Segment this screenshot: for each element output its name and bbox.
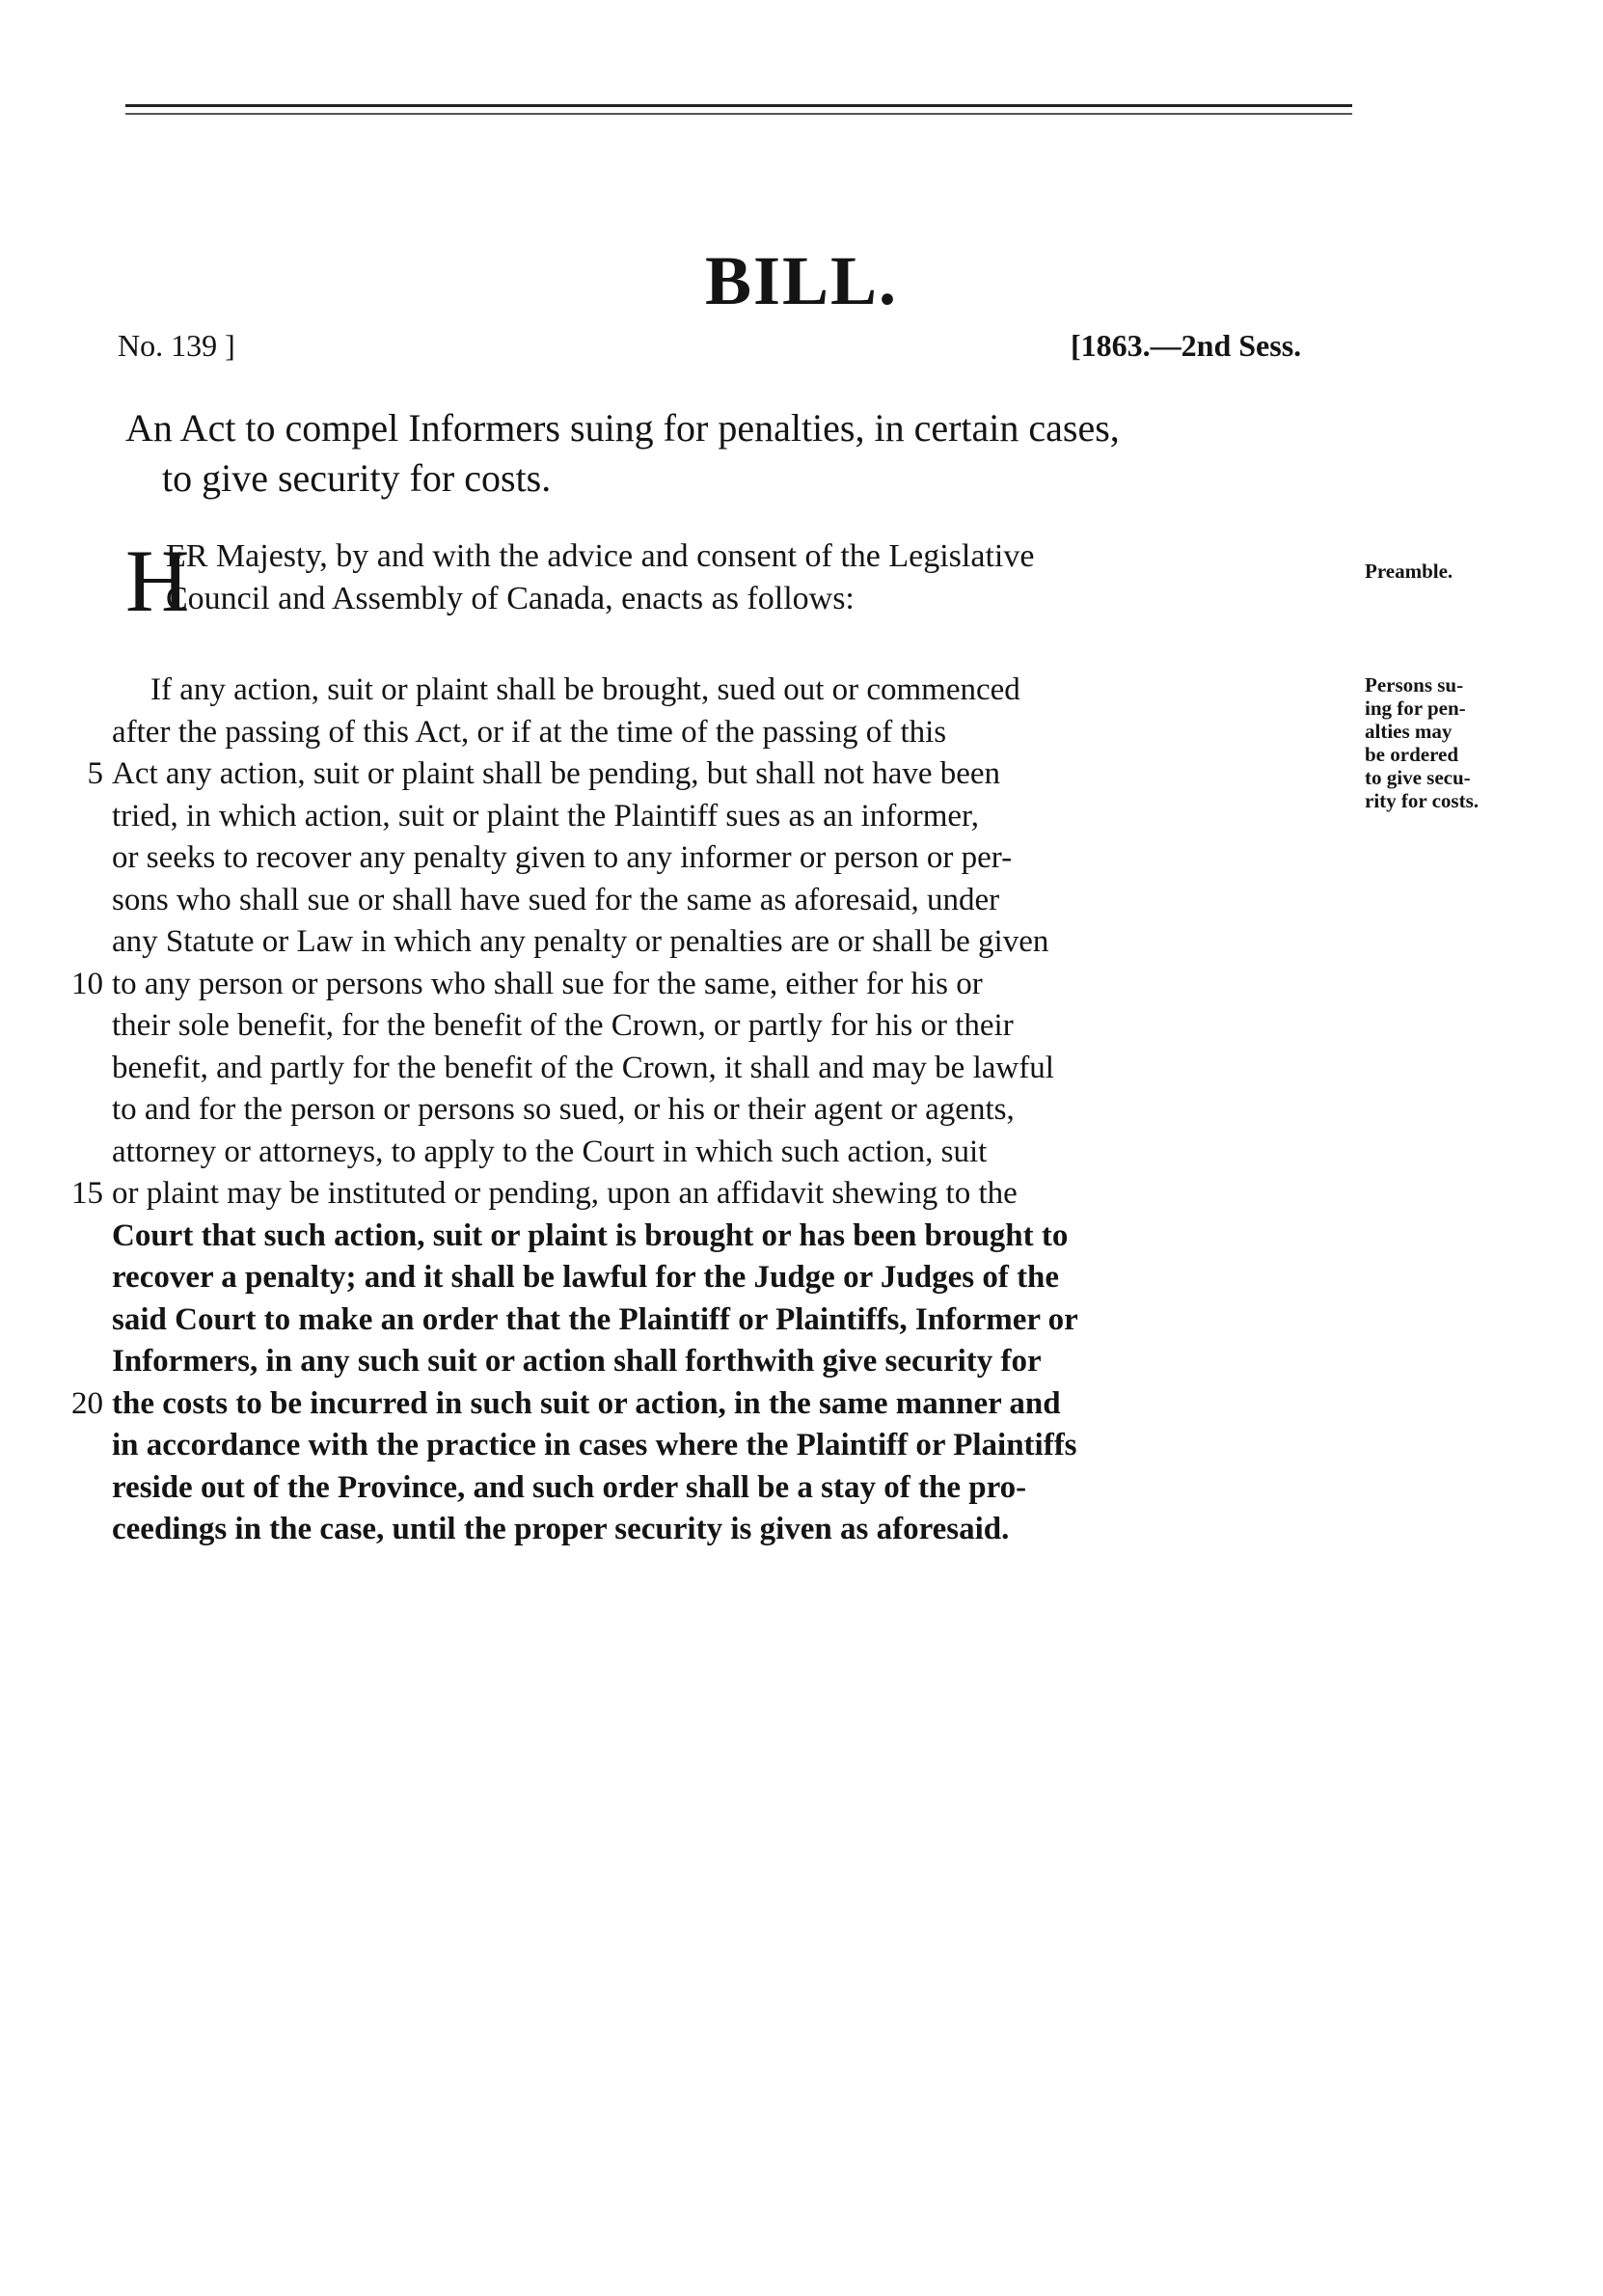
section-line-text: If any action, suit or plaint shall be brought, sued out or commenced: [150, 672, 1020, 707]
section-line: [71, 1383, 1365, 1426]
drop-cap: H: [125, 532, 190, 630]
margin-note-line: Persons su-: [1365, 673, 1464, 697]
top-rule: [125, 104, 1352, 107]
section-lines: [71, 670, 1365, 1551]
section-line: [111, 1089, 1365, 1132]
long-title-line: to give security for costs.: [162, 456, 552, 500]
section-line: [111, 1216, 1365, 1258]
section-line: [111, 1425, 1365, 1467]
top-rule-thin: [125, 113, 1352, 115]
section-line: [111, 1299, 1365, 1342]
section-line: [111, 1341, 1365, 1383]
margin-note-line: be ordered: [1365, 743, 1459, 766]
section-line-text: benefit, and partly for the benefit of the Crown, it shall and may be lawful: [112, 1050, 1054, 1085]
line-number: 15: [71, 1176, 103, 1211]
section-line-text: any Statute or Law in which any penalty or penalties are or shall be given: [112, 924, 1049, 959]
section-line-text: in accordance with the practice in cases where the Plaintiff or Plaintiffs: [112, 1428, 1077, 1462]
section-line-text: sons who shall sue or shall have sued for the same as aforesaid, under: [112, 882, 1000, 917]
section-line-text: reside out of the Province, and such order shall be a stay of the pro-: [112, 1469, 1027, 1505]
margin-note-preamble: Preamble.: [1365, 560, 1454, 583]
section-line: [71, 964, 1365, 1006]
line-number: 5: [87, 756, 103, 791]
bill-title: BILL.: [704, 242, 899, 319]
section-line-text: ceedings in the case, until the proper security is given as aforesaid.: [112, 1512, 1010, 1546]
line-number: 10: [71, 966, 103, 1001]
section-line-text: recover a penalty; and it shall be lawful for the Judge or Judges of the: [112, 1260, 1060, 1295]
section-line: [87, 753, 1365, 796]
section-line: [111, 1509, 1365, 1551]
section-line: [111, 880, 1365, 922]
section-line-text: the costs to be incurred in such suit or action, in the same manner and: [112, 1385, 1061, 1421]
long-title-line: An Act to compel Informers suing for penalties, in certain cases,: [125, 406, 1120, 450]
section-line-text: to any person or persons who shall sue for the same, either for his or: [112, 966, 983, 1001]
session-label: [1863.—2nd Sess.: [1071, 328, 1302, 363]
section-line-text: said Court to make an order that the Plaintiff or Plaintiffs, Informer or: [112, 1301, 1078, 1337]
section-line-text: attorney or attorneys, to apply to the Court in which such action, suit: [112, 1134, 988, 1169]
section-line: [71, 1173, 1365, 1216]
margin-note-line: ing for pen-: [1365, 697, 1466, 720]
section-line-text: Informers, in any such suit or action shall forthwith give security for: [112, 1344, 1042, 1379]
section-line-text: Court that such action, suit or plaint is brought or has been brought to: [112, 1217, 1069, 1253]
section-line: [111, 670, 1365, 712]
line-number: 20: [71, 1385, 103, 1421]
preamble-line: Council and Assembly of Canada, enacts as follows:: [166, 581, 855, 616]
section-line: [111, 712, 1365, 754]
section-line-text: or seeks to recover any penalty given to any informer or person or per-: [112, 840, 1013, 875]
section-line: [111, 1132, 1365, 1174]
section-line-text: after the passing of this Act, or if at the time of the passing of this: [112, 714, 947, 750]
section-line: [111, 837, 1365, 880]
margin-note-line: alties may: [1365, 720, 1453, 743]
section-line-text: to and for the person or persons so sued, or his or their agent or agents,: [112, 1092, 1015, 1127]
section-line: [111, 1257, 1365, 1299]
preamble: [125, 532, 1360, 630]
section-line-text: or plaint may be instituted or pending, upon an affidavit shewing to the: [112, 1176, 1018, 1211]
section-line-text: tried, in which action, suit or plaint the Plaintiff sues as an informer,: [112, 798, 979, 834]
section-line: [111, 921, 1365, 964]
section-line-text: their sole benefit, for the benefit of the Crown, or partly for his or their: [112, 1008, 1014, 1043]
long-title: [125, 403, 1370, 504]
preamble-line: ER Majesty, by and with the advice and consent of the Legislative: [166, 538, 1035, 574]
margin-note-line: to give secu-: [1365, 766, 1471, 789]
margin-note-line: rity for costs.: [1365, 789, 1479, 812]
section-body: [71, 670, 1365, 1551]
bill-number: No. 139 ]: [118, 328, 235, 363]
section-line: [111, 1005, 1365, 1048]
section-line-text: Act any action, suit or plaint shall be pending, but shall not have been: [112, 756, 1001, 791]
margin-note-section: [1365, 673, 1479, 812]
section-line: [111, 796, 1365, 838]
section-line: [111, 1467, 1365, 1510]
section-line: [111, 1048, 1365, 1090]
